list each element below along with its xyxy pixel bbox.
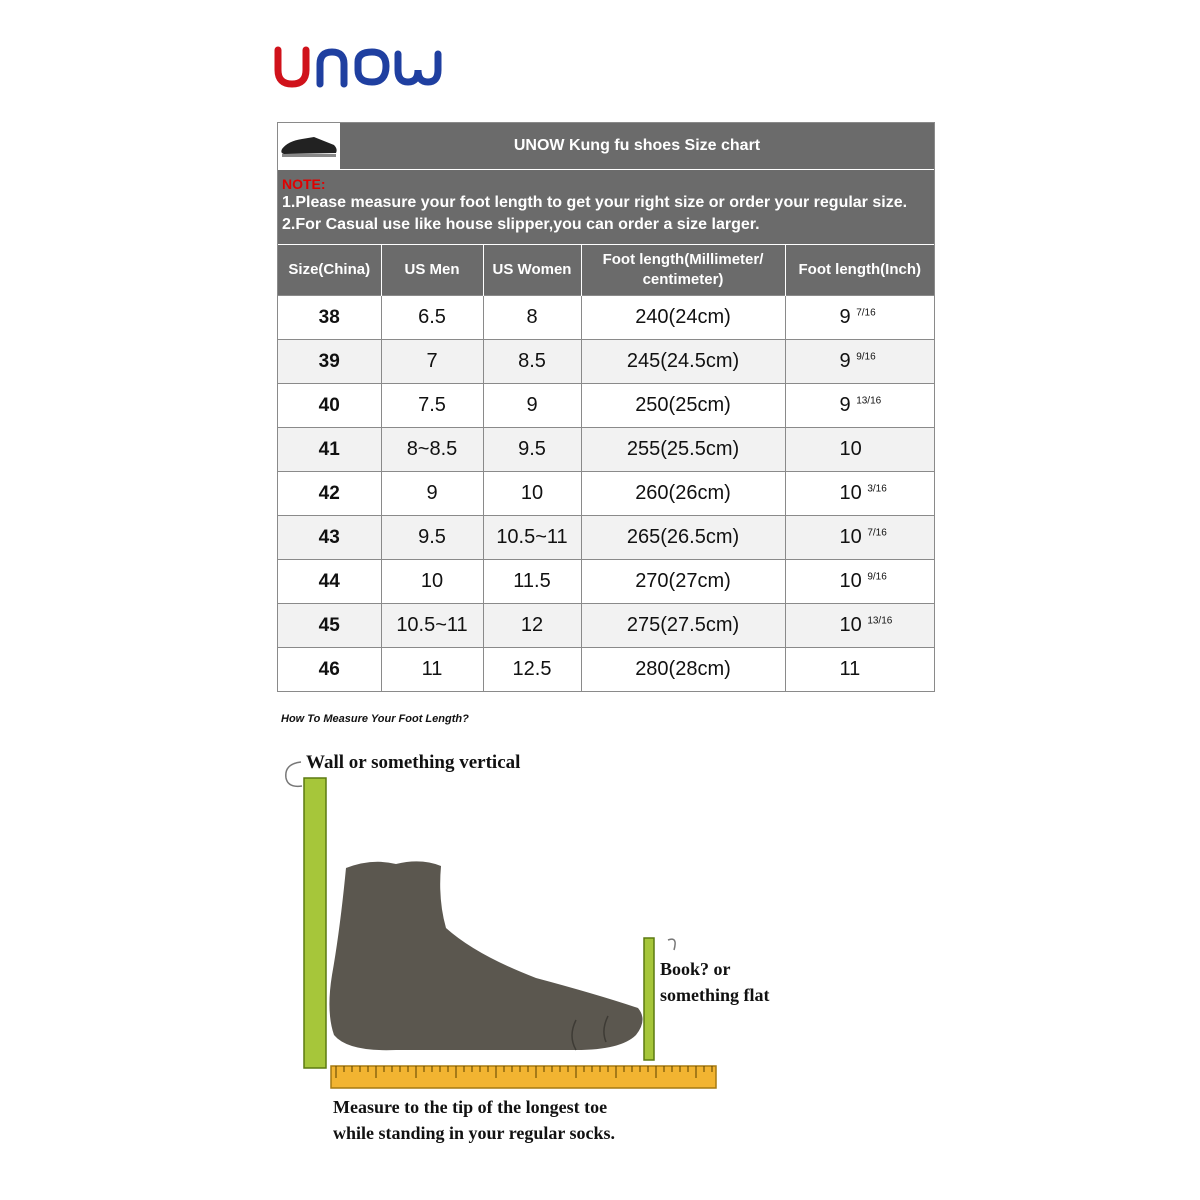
cell-men: 7 <box>381 340 483 384</box>
table-row <box>278 296 934 340</box>
cell-women: 10.5~11 <box>483 516 581 560</box>
cell-inch: 10 <box>785 428 934 472</box>
wall-arrow-icon <box>286 762 302 786</box>
cell-women: 11.5 <box>483 560 581 604</box>
book-bar <box>644 938 654 1060</box>
col-us-men: US Men <box>381 245 483 296</box>
cell-china: 41 <box>278 428 381 472</box>
chart-title: UNOW Kung fu shoes Size chart <box>513 137 761 154</box>
cell-china: 39 <box>278 340 381 384</box>
cell-mm: 240(24cm) <box>581 296 785 340</box>
cell-women: 10 <box>483 472 581 516</box>
table-row <box>278 340 934 384</box>
table-row <box>278 648 934 692</box>
shoe-icon <box>278 123 340 169</box>
cell-china: 46 <box>278 648 381 692</box>
cell-men: 10 <box>381 560 483 604</box>
wall-bar <box>304 778 326 1068</box>
cell-men: 6.5 <box>381 296 483 340</box>
table-header-row <box>278 245 934 296</box>
cell-inch: 10 $^{9/16}$ <box>785 560 934 604</box>
cell-china: 45 <box>278 604 381 648</box>
table-row <box>278 428 934 472</box>
unow-logo <box>272 40 447 90</box>
cell-women: 12 <box>483 604 581 648</box>
col-foot-length-mm: Foot length(Millimeter/ centimeter) <box>581 245 785 296</box>
ruler <box>331 1066 716 1088</box>
cell-inch: 10 $^{7/16}$ <box>785 516 934 560</box>
table-row <box>278 604 934 648</box>
size-table <box>278 245 934 691</box>
cell-men: 10.5~11 <box>381 604 483 648</box>
cell-inch: 9 $^{7/16}$ <box>785 296 934 340</box>
cell-mm: 250(25cm) <box>581 384 785 428</box>
table-row <box>278 516 934 560</box>
book-label: Book? or something flat <box>660 959 770 1005</box>
table-row <box>278 384 934 428</box>
cell-inch: 11 <box>785 648 934 692</box>
cell-men: 7.5 <box>381 384 483 428</box>
cell-men: 9 <box>381 472 483 516</box>
cell-china: 40 <box>278 384 381 428</box>
cell-women: 8 <box>483 296 581 340</box>
cell-mm: 255(25.5cm) <box>581 428 785 472</box>
cell-inch: 10 $^{13/16}$ <box>785 604 934 648</box>
cell-mm: 260(26cm) <box>581 472 785 516</box>
cell-china: 42 <box>278 472 381 516</box>
cell-china: 44 <box>278 560 381 604</box>
cell-mm: 275(27.5cm) <box>581 604 785 648</box>
cell-mm: 265(26.5cm) <box>581 516 785 560</box>
cell-men: 9.5 <box>381 516 483 560</box>
howto-heading: How To Measure Your Foot Length? <box>281 713 469 725</box>
cell-women: 8.5 <box>483 340 581 384</box>
cell-mm: 270(27cm) <box>581 560 785 604</box>
cell-women: 12.5 <box>483 648 581 692</box>
book-arrow-icon <box>668 939 675 950</box>
cell-inch: 9 $^{9/16}$ <box>785 340 934 384</box>
cell-mm: 280(28cm) <box>581 648 785 692</box>
table-row <box>278 560 934 604</box>
table-row <box>278 472 934 516</box>
col-size-china: Size(China) <box>278 245 381 296</box>
cell-mm: 245(24.5cm) <box>581 340 785 384</box>
cell-china: 38 <box>278 296 381 340</box>
note-label: NOTE: <box>282 176 326 192</box>
wall-label: Wall or something vertical <box>306 752 521 773</box>
foot-measure-illustration <box>276 750 726 1100</box>
notes-block <box>278 170 934 245</box>
cell-women: 9 <box>483 384 581 428</box>
note-1: 1.Please measure your foot length to get your right size or order your regular size. <box>282 194 908 211</box>
cell-inch: 10 $^{3/16}$ <box>785 472 934 516</box>
cell-china: 43 <box>278 516 381 560</box>
col-foot-length-inch: Foot length(Inch) <box>785 245 934 296</box>
size-chart <box>277 122 935 692</box>
cell-men: 8~8.5 <box>381 428 483 472</box>
col-us-women: US Women <box>483 245 581 296</box>
cell-women: 9.5 <box>483 428 581 472</box>
cell-men: 11 <box>381 648 483 692</box>
measure-label: Measure to the tip of the longest toe while standing in your regular socks. <box>333 1097 616 1143</box>
shoe-thumbnail <box>278 123 340 169</box>
foot-silhouette <box>329 861 642 1050</box>
cell-inch: 9 $^{13/16}$ <box>785 384 934 428</box>
note-2: 2.For Casual use like house slipper,you can order a size larger. <box>282 216 760 233</box>
chart-header <box>278 123 934 170</box>
